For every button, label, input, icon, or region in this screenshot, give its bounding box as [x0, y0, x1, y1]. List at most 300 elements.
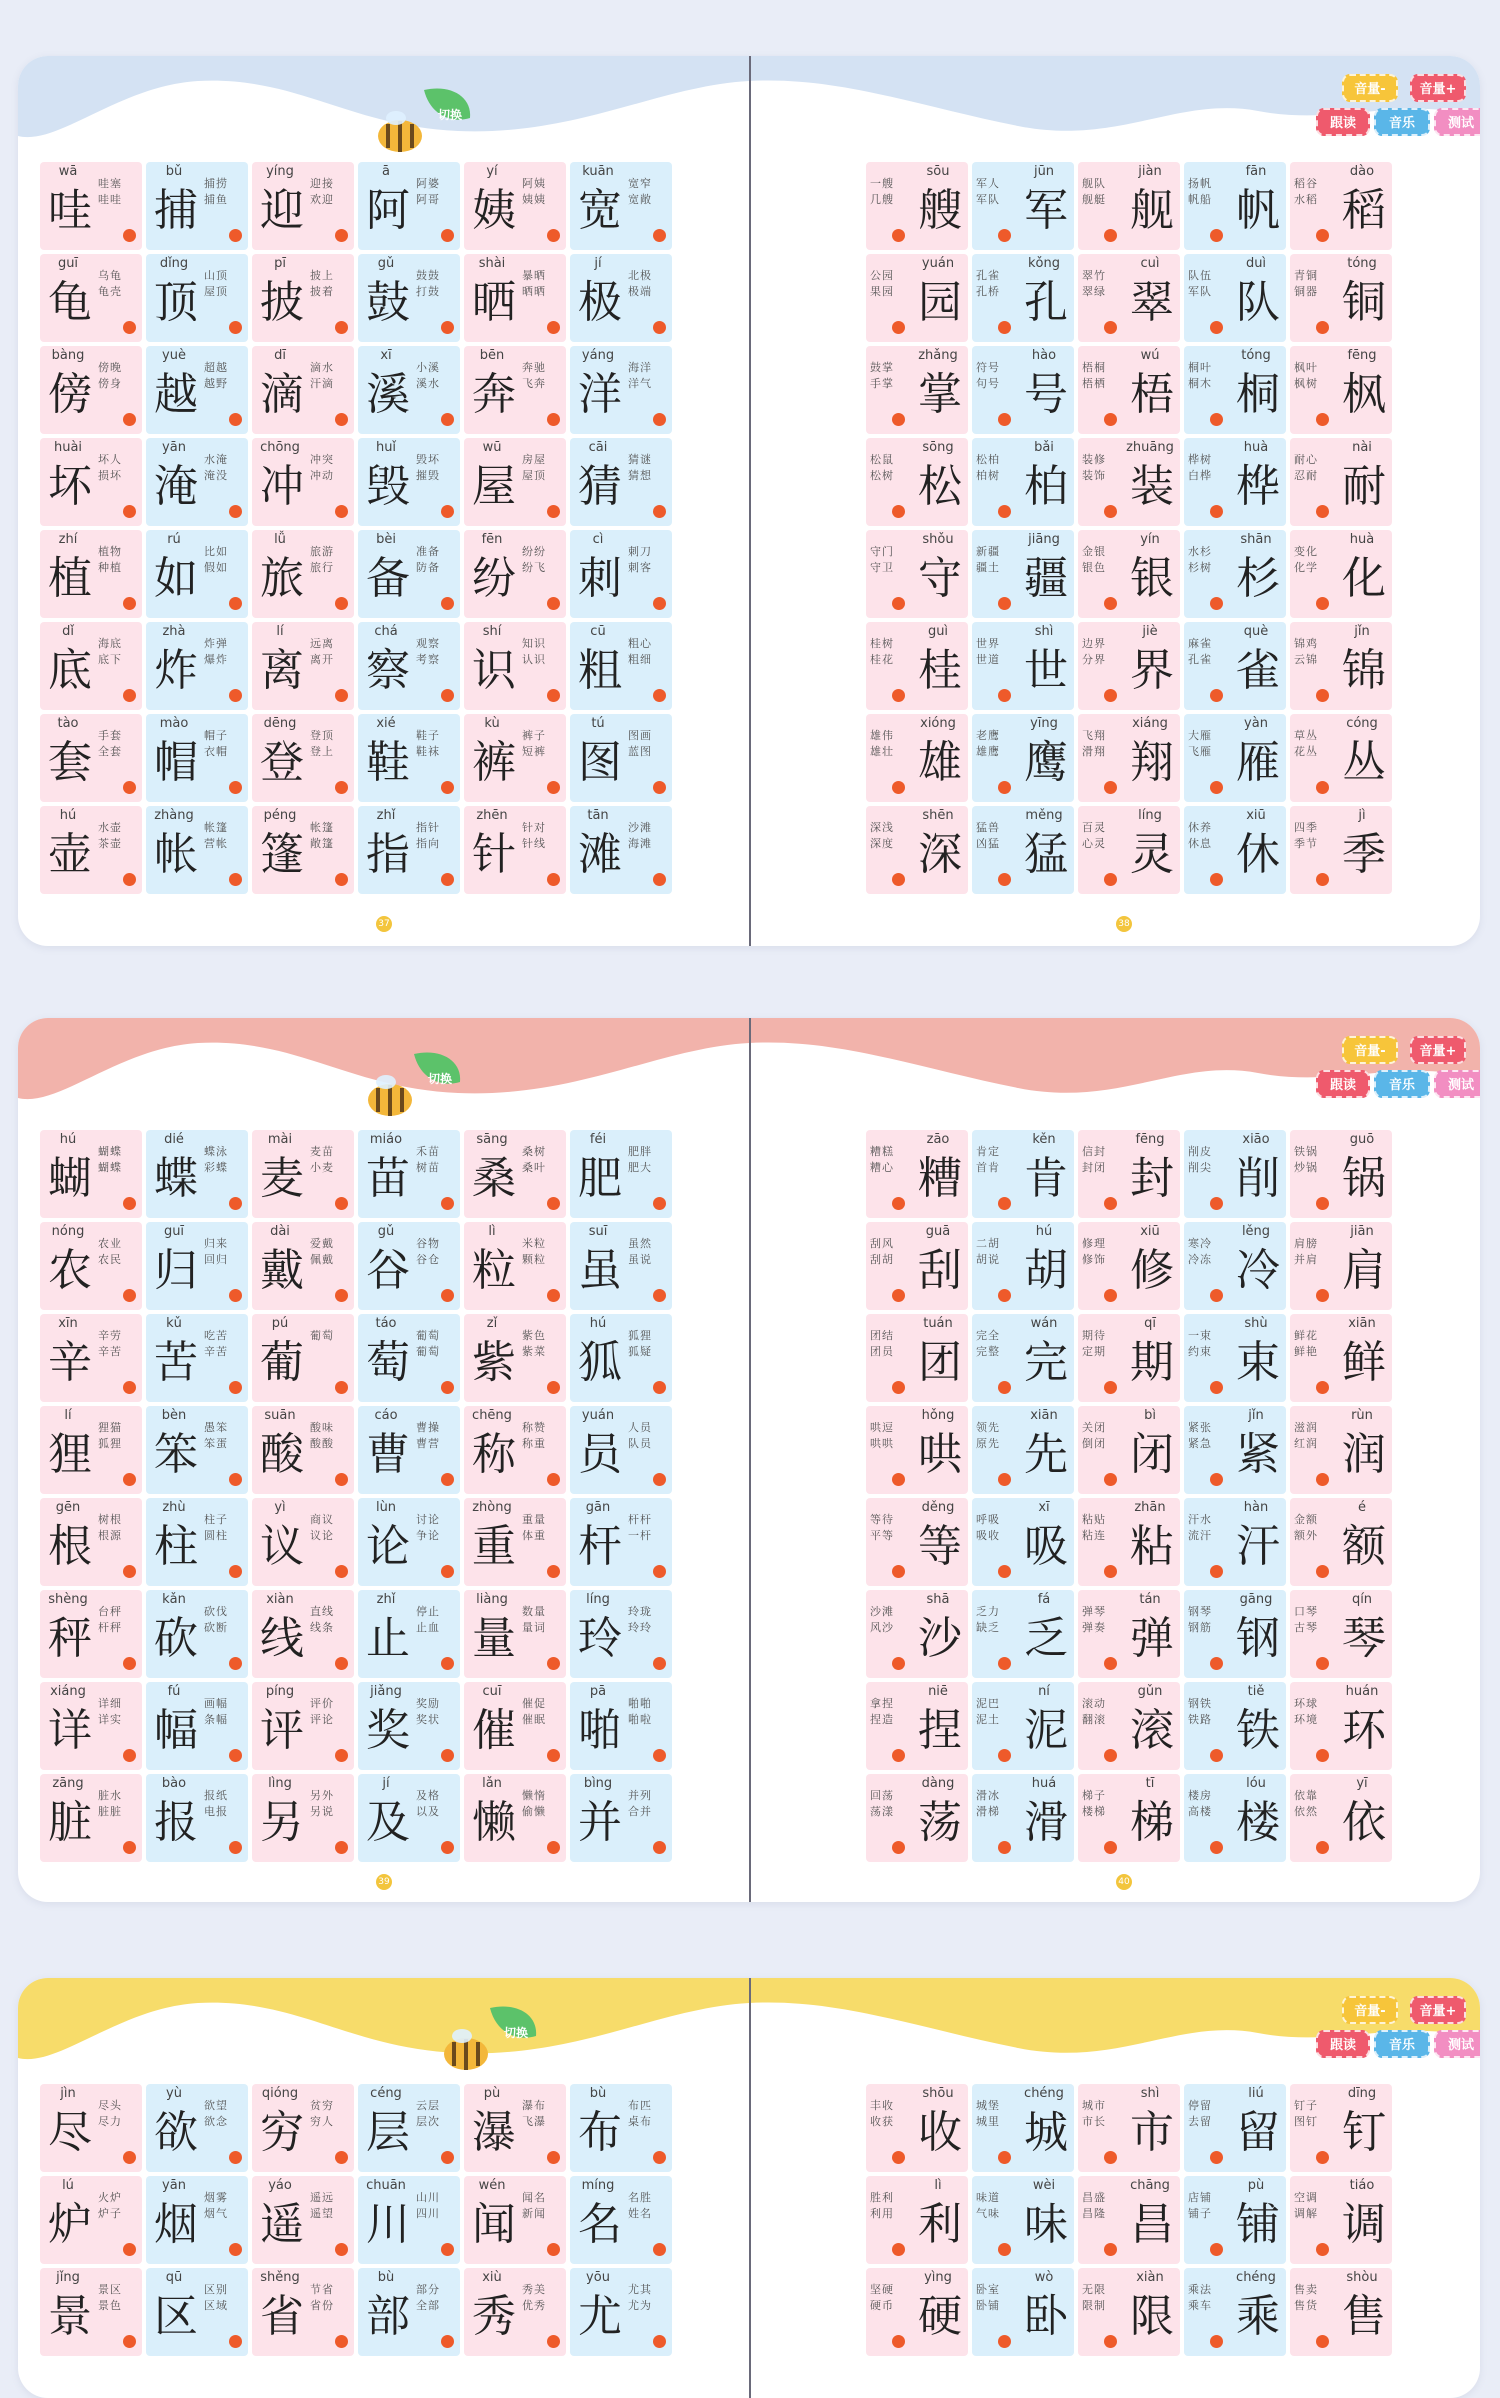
speaker-icon[interactable]	[1104, 229, 1117, 242]
speaker-icon[interactable]	[335, 1841, 348, 1854]
music-button[interactable]: 音乐	[1374, 2030, 1430, 2058]
character-card[interactable]	[464, 2176, 566, 2264]
character-card[interactable]	[146, 2268, 248, 2356]
character-card[interactable]	[358, 1774, 460, 1862]
speaker-icon[interactable]	[229, 229, 242, 242]
character-card[interactable]	[866, 2268, 968, 2356]
speaker-icon[interactable]	[1104, 873, 1117, 886]
character-card[interactable]	[464, 346, 566, 434]
speaker-icon[interactable]	[123, 873, 136, 886]
speaker-icon[interactable]	[547, 1841, 560, 1854]
speaker-icon[interactable]	[441, 1197, 454, 1210]
speaker-icon[interactable]	[1104, 1841, 1117, 1854]
character-card[interactable]	[1078, 1498, 1180, 1586]
volume-down-button[interactable]: 音量-	[1342, 74, 1398, 102]
speaker-icon[interactable]	[229, 1657, 242, 1670]
speaker-icon[interactable]	[1210, 873, 1223, 886]
speaker-icon[interactable]	[998, 689, 1011, 702]
speaker-icon[interactable]	[1210, 1473, 1223, 1486]
character-card[interactable]	[358, 2084, 460, 2172]
character-card[interactable]	[972, 622, 1074, 710]
speaker-icon[interactable]	[653, 597, 666, 610]
speaker-icon[interactable]	[998, 2335, 1011, 2348]
speaker-icon[interactable]	[229, 689, 242, 702]
character-card[interactable]	[866, 530, 968, 618]
read-along-button[interactable]: 跟读	[1316, 108, 1370, 136]
speaker-icon[interactable]	[1316, 2335, 1329, 2348]
character-card[interactable]	[40, 806, 142, 894]
character-card[interactable]	[1290, 254, 1392, 342]
character-card[interactable]	[972, 1498, 1074, 1586]
speaker-icon[interactable]	[1210, 2335, 1223, 2348]
speaker-icon[interactable]	[1210, 781, 1223, 794]
speaker-icon[interactable]	[229, 1749, 242, 1762]
character-card[interactable]	[464, 2084, 566, 2172]
character-card[interactable]	[1184, 162, 1286, 250]
speaker-icon[interactable]	[653, 1473, 666, 1486]
character-card[interactable]	[1078, 254, 1180, 342]
character-card[interactable]	[146, 714, 248, 802]
character-card[interactable]	[464, 1130, 566, 1218]
character-card[interactable]	[464, 622, 566, 710]
speaker-icon[interactable]	[441, 413, 454, 426]
speaker-icon[interactable]	[998, 2151, 1011, 2164]
character-card[interactable]	[40, 2084, 142, 2172]
speaker-icon[interactable]	[1104, 2243, 1117, 2256]
speaker-icon[interactable]	[1104, 689, 1117, 702]
character-card[interactable]	[1184, 1314, 1286, 1402]
speaker-icon[interactable]	[441, 321, 454, 334]
speaker-icon[interactable]	[1316, 1749, 1329, 1762]
volume-down-button[interactable]: 音量-	[1342, 1036, 1398, 1064]
character-card[interactable]	[464, 1406, 566, 1494]
character-card[interactable]	[358, 1406, 460, 1494]
speaker-icon[interactable]	[229, 1565, 242, 1578]
character-card[interactable]	[464, 1222, 566, 1310]
speaker-icon[interactable]	[653, 1381, 666, 1394]
character-card[interactable]	[866, 254, 968, 342]
character-card[interactable]	[358, 1682, 460, 1770]
character-card[interactable]	[1290, 346, 1392, 434]
speaker-icon[interactable]	[892, 321, 905, 334]
speaker-icon[interactable]	[1316, 1197, 1329, 1210]
character-card[interactable]	[146, 254, 248, 342]
speaker-icon[interactable]	[229, 321, 242, 334]
speaker-icon[interactable]	[1104, 1473, 1117, 1486]
character-card[interactable]	[866, 1498, 968, 1586]
speaker-icon[interactable]	[547, 321, 560, 334]
character-card[interactable]	[252, 1774, 354, 1862]
speaker-icon[interactable]	[998, 1197, 1011, 1210]
character-card[interactable]	[252, 2176, 354, 2264]
speaker-icon[interactable]	[547, 1657, 560, 1670]
character-card[interactable]	[146, 1682, 248, 1770]
speaker-icon[interactable]	[229, 1289, 242, 1302]
speaker-icon[interactable]	[998, 781, 1011, 794]
character-card[interactable]	[358, 1498, 460, 1586]
character-card[interactable]	[252, 254, 354, 342]
speaker-icon[interactable]	[1316, 1841, 1329, 1854]
volume-down-button[interactable]: 音量-	[1342, 1996, 1398, 2024]
character-card[interactable]	[972, 1130, 1074, 1218]
character-card[interactable]	[1290, 1498, 1392, 1586]
character-card[interactable]	[146, 806, 248, 894]
character-card[interactable]	[570, 254, 672, 342]
character-card[interactable]	[972, 2268, 1074, 2356]
character-card[interactable]	[972, 1590, 1074, 1678]
speaker-icon[interactable]	[653, 1289, 666, 1302]
character-card[interactable]	[866, 1314, 968, 1402]
speaker-icon[interactable]	[1104, 413, 1117, 426]
speaker-icon[interactable]	[998, 1565, 1011, 1578]
speaker-icon[interactable]	[441, 2243, 454, 2256]
character-card[interactable]	[464, 254, 566, 342]
character-card[interactable]	[146, 1314, 248, 1402]
speaker-icon[interactable]	[547, 873, 560, 886]
speaker-icon[interactable]	[335, 1473, 348, 1486]
character-card[interactable]	[570, 2084, 672, 2172]
character-card[interactable]	[1184, 2268, 1286, 2356]
speaker-icon[interactable]	[1316, 689, 1329, 702]
character-card[interactable]	[358, 2176, 460, 2264]
character-card[interactable]	[252, 1222, 354, 1310]
speaker-icon[interactable]	[998, 873, 1011, 886]
speaker-icon[interactable]	[123, 321, 136, 334]
character-card[interactable]	[40, 714, 142, 802]
speaker-icon[interactable]	[547, 413, 560, 426]
character-card[interactable]	[1078, 1130, 1180, 1218]
speaker-icon[interactable]	[1104, 1381, 1117, 1394]
character-card[interactable]	[1078, 714, 1180, 802]
speaker-icon[interactable]	[653, 1841, 666, 1854]
speaker-icon[interactable]	[335, 2151, 348, 2164]
speaker-icon[interactable]	[892, 781, 905, 794]
character-card[interactable]	[1290, 162, 1392, 250]
character-card[interactable]	[1290, 622, 1392, 710]
speaker-icon[interactable]	[892, 2151, 905, 2164]
character-card[interactable]	[252, 2268, 354, 2356]
speaker-icon[interactable]	[1104, 321, 1117, 334]
character-card[interactable]	[1078, 2176, 1180, 2264]
character-card[interactable]	[1290, 1774, 1392, 1862]
character-card[interactable]	[146, 346, 248, 434]
character-card[interactable]	[1184, 438, 1286, 526]
character-card[interactable]	[1078, 1682, 1180, 1770]
character-card[interactable]	[570, 806, 672, 894]
character-card[interactable]	[570, 1130, 672, 1218]
character-card[interactable]	[1078, 1406, 1180, 1494]
speaker-icon[interactable]	[335, 1197, 348, 1210]
character-card[interactable]	[866, 622, 968, 710]
speaker-icon[interactable]	[441, 505, 454, 518]
character-card[interactable]	[40, 1130, 142, 1218]
character-card[interactable]	[972, 254, 1074, 342]
character-card[interactable]	[1290, 1406, 1392, 1494]
character-card[interactable]	[1184, 346, 1286, 434]
speaker-icon[interactable]	[1316, 1289, 1329, 1302]
speaker-icon[interactable]	[123, 1381, 136, 1394]
character-card[interactable]	[358, 530, 460, 618]
speaker-icon[interactable]	[123, 2335, 136, 2348]
character-card[interactable]	[358, 1222, 460, 1310]
character-card[interactable]	[1184, 1222, 1286, 1310]
speaker-icon[interactable]	[123, 597, 136, 610]
character-card[interactable]	[570, 2268, 672, 2356]
character-card[interactable]	[972, 2176, 1074, 2264]
speaker-icon[interactable]	[653, 229, 666, 242]
character-card[interactable]	[252, 346, 354, 434]
speaker-icon[interactable]	[998, 321, 1011, 334]
speaker-icon[interactable]	[335, 781, 348, 794]
character-card[interactable]	[40, 162, 142, 250]
character-card[interactable]	[358, 622, 460, 710]
character-card[interactable]	[570, 438, 672, 526]
speaker-icon[interactable]	[892, 689, 905, 702]
character-card[interactable]	[1078, 162, 1180, 250]
speaker-icon[interactable]	[123, 1749, 136, 1762]
character-card[interactable]	[252, 1314, 354, 1402]
speaker-icon[interactable]	[892, 229, 905, 242]
character-card[interactable]	[570, 1498, 672, 1586]
speaker-icon[interactable]	[1316, 1381, 1329, 1394]
speaker-icon[interactable]	[1210, 597, 1223, 610]
speaker-icon[interactable]	[229, 2335, 242, 2348]
speaker-icon[interactable]	[229, 413, 242, 426]
speaker-icon[interactable]	[1210, 1657, 1223, 1670]
character-card[interactable]	[1184, 1590, 1286, 1678]
speaker-icon[interactable]	[335, 321, 348, 334]
speaker-icon[interactable]	[547, 597, 560, 610]
character-card[interactable]	[1184, 622, 1286, 710]
character-card[interactable]	[570, 530, 672, 618]
character-card[interactable]	[1078, 622, 1180, 710]
speaker-icon[interactable]	[1210, 1289, 1223, 1302]
speaker-icon[interactable]	[123, 1841, 136, 1854]
character-card[interactable]	[358, 254, 460, 342]
speaker-icon[interactable]	[653, 1749, 666, 1762]
character-card[interactable]	[252, 530, 354, 618]
character-card[interactable]	[866, 1590, 968, 1678]
test-button[interactable]: 测试	[1434, 2030, 1480, 2058]
switch-leaf-button[interactable]: 切换	[504, 2026, 529, 2040]
speaker-icon[interactable]	[547, 1473, 560, 1486]
character-card[interactable]	[570, 1774, 672, 1862]
character-card[interactable]	[1290, 1682, 1392, 1770]
speaker-icon[interactable]	[123, 689, 136, 702]
speaker-icon[interactable]	[229, 2151, 242, 2164]
character-card[interactable]	[146, 1590, 248, 1678]
speaker-icon[interactable]	[1210, 413, 1223, 426]
speaker-icon[interactable]	[547, 1289, 560, 1302]
speaker-icon[interactable]	[229, 1381, 242, 1394]
speaker-icon[interactable]	[892, 1473, 905, 1486]
character-card[interactable]	[146, 1130, 248, 1218]
speaker-icon[interactable]	[653, 2151, 666, 2164]
character-card[interactable]	[1290, 530, 1392, 618]
speaker-icon[interactable]	[441, 1289, 454, 1302]
speaker-icon[interactable]	[892, 1565, 905, 1578]
speaker-icon[interactable]	[892, 1749, 905, 1762]
character-card[interactable]	[1290, 2176, 1392, 2264]
speaker-icon[interactable]	[335, 229, 348, 242]
speaker-icon[interactable]	[335, 689, 348, 702]
music-button[interactable]: 音乐	[1374, 108, 1430, 136]
character-card[interactable]	[972, 530, 1074, 618]
character-card[interactable]	[866, 346, 968, 434]
speaker-icon[interactable]	[335, 1565, 348, 1578]
speaker-icon[interactable]	[998, 2243, 1011, 2256]
speaker-icon[interactable]	[1316, 2243, 1329, 2256]
character-card[interactable]	[866, 1406, 968, 1494]
character-card[interactable]	[866, 1130, 968, 1218]
character-card[interactable]	[972, 438, 1074, 526]
speaker-icon[interactable]	[892, 1381, 905, 1394]
speaker-icon[interactable]	[441, 1657, 454, 1670]
speaker-icon[interactable]	[441, 1565, 454, 1578]
music-button[interactable]: 音乐	[1374, 1070, 1430, 1098]
speaker-icon[interactable]	[892, 413, 905, 426]
speaker-icon[interactable]	[229, 505, 242, 518]
speaker-icon[interactable]	[123, 229, 136, 242]
character-card[interactable]	[1078, 1222, 1180, 1310]
speaker-icon[interactable]	[1316, 321, 1329, 334]
speaker-icon[interactable]	[123, 1197, 136, 1210]
speaker-icon[interactable]	[1316, 2151, 1329, 2164]
character-card[interactable]	[1078, 1774, 1180, 1862]
speaker-icon[interactable]	[1316, 413, 1329, 426]
speaker-icon[interactable]	[547, 505, 560, 518]
speaker-icon[interactable]	[335, 1381, 348, 1394]
character-card[interactable]	[1078, 806, 1180, 894]
character-card[interactable]	[1290, 2268, 1392, 2356]
character-card[interactable]	[866, 1682, 968, 1770]
speaker-icon[interactable]	[547, 1381, 560, 1394]
speaker-icon[interactable]	[441, 873, 454, 886]
character-card[interactable]	[866, 2084, 968, 2172]
character-card[interactable]	[252, 162, 354, 250]
speaker-icon[interactable]	[547, 1565, 560, 1578]
speaker-icon[interactable]	[892, 1841, 905, 1854]
speaker-icon[interactable]	[123, 1473, 136, 1486]
character-card[interactable]	[464, 1498, 566, 1586]
speaker-icon[interactable]	[547, 689, 560, 702]
character-card[interactable]	[570, 346, 672, 434]
character-card[interactable]	[40, 2176, 142, 2264]
speaker-icon[interactable]	[547, 2243, 560, 2256]
character-card[interactable]	[570, 1406, 672, 1494]
speaker-icon[interactable]	[892, 1289, 905, 1302]
character-card[interactable]	[570, 1590, 672, 1678]
volume-up-button[interactable]: 音量+	[1410, 74, 1466, 102]
character-card[interactable]	[866, 162, 968, 250]
character-card[interactable]	[358, 162, 460, 250]
character-card[interactable]	[252, 2084, 354, 2172]
character-card[interactable]	[1290, 714, 1392, 802]
speaker-icon[interactable]	[653, 873, 666, 886]
character-card[interactable]	[146, 2084, 248, 2172]
speaker-icon[interactable]	[1104, 505, 1117, 518]
speaker-icon[interactable]	[441, 1841, 454, 1854]
volume-up-button[interactable]: 音量+	[1410, 1996, 1466, 2024]
speaker-icon[interactable]	[1104, 1657, 1117, 1670]
character-card[interactable]	[358, 1130, 460, 1218]
speaker-icon[interactable]	[653, 1565, 666, 1578]
character-card[interactable]	[40, 1222, 142, 1310]
speaker-icon[interactable]	[335, 597, 348, 610]
speaker-icon[interactable]	[335, 2335, 348, 2348]
speaker-icon[interactable]	[441, 229, 454, 242]
switch-leaf-button[interactable]: 切换	[428, 1072, 453, 1086]
speaker-icon[interactable]	[892, 1657, 905, 1670]
speaker-icon[interactable]	[229, 1473, 242, 1486]
character-card[interactable]	[866, 1774, 968, 1862]
character-card[interactable]	[1078, 438, 1180, 526]
speaker-icon[interactable]	[1104, 2151, 1117, 2164]
speaker-icon[interactable]	[653, 505, 666, 518]
character-card[interactable]	[972, 714, 1074, 802]
speaker-icon[interactable]	[441, 1473, 454, 1486]
character-card[interactable]	[1184, 530, 1286, 618]
speaker-icon[interactable]	[335, 1749, 348, 1762]
character-card[interactable]	[358, 438, 460, 526]
character-card[interactable]	[252, 1590, 354, 1678]
speaker-icon[interactable]	[1210, 1197, 1223, 1210]
character-card[interactable]	[1078, 2084, 1180, 2172]
read-along-button[interactable]: 跟读	[1316, 1070, 1370, 1098]
character-card[interactable]	[972, 1314, 1074, 1402]
speaker-icon[interactable]	[1210, 1381, 1223, 1394]
speaker-icon[interactable]	[998, 229, 1011, 242]
speaker-icon[interactable]	[653, 413, 666, 426]
character-card[interactable]	[252, 438, 354, 526]
volume-up-button[interactable]: 音量+	[1410, 1036, 1466, 1064]
character-card[interactable]	[1078, 2268, 1180, 2356]
character-card[interactable]	[972, 1222, 1074, 1310]
character-card[interactable]	[972, 1406, 1074, 1494]
speaker-icon[interactable]	[653, 1197, 666, 1210]
character-card[interactable]	[40, 1774, 142, 1862]
character-card[interactable]	[40, 1682, 142, 1770]
speaker-icon[interactable]	[1104, 597, 1117, 610]
speaker-icon[interactable]	[1316, 1473, 1329, 1486]
character-card[interactable]	[570, 1222, 672, 1310]
character-card[interactable]	[252, 714, 354, 802]
speaker-icon[interactable]	[547, 229, 560, 242]
character-card[interactable]	[972, 346, 1074, 434]
character-card[interactable]	[1184, 254, 1286, 342]
speaker-icon[interactable]	[998, 505, 1011, 518]
speaker-icon[interactable]	[1104, 1289, 1117, 1302]
character-card[interactable]	[252, 806, 354, 894]
speaker-icon[interactable]	[123, 413, 136, 426]
speaker-icon[interactable]	[229, 1197, 242, 1210]
character-card[interactable]	[40, 346, 142, 434]
character-card[interactable]	[1184, 1406, 1286, 1494]
speaker-icon[interactable]	[123, 781, 136, 794]
speaker-icon[interactable]	[998, 1289, 1011, 1302]
character-card[interactable]	[1184, 1498, 1286, 1586]
speaker-icon[interactable]	[653, 1657, 666, 1670]
speaker-icon[interactable]	[653, 2335, 666, 2348]
speaker-icon[interactable]	[1316, 873, 1329, 886]
speaker-icon[interactable]	[1210, 505, 1223, 518]
speaker-icon[interactable]	[1104, 781, 1117, 794]
speaker-icon[interactable]	[229, 781, 242, 794]
speaker-icon[interactable]	[441, 1381, 454, 1394]
speaker-icon[interactable]	[998, 1841, 1011, 1854]
character-card[interactable]	[40, 2268, 142, 2356]
speaker-icon[interactable]	[1210, 1565, 1223, 1578]
